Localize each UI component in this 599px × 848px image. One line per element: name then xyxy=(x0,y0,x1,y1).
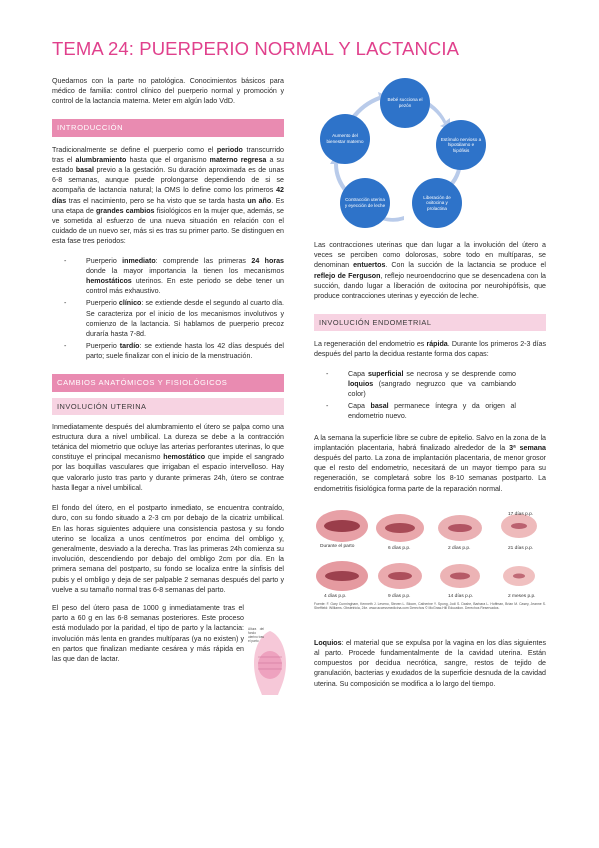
cycle-node: Aumento del bienestar materno xyxy=(320,114,370,164)
figure-caption: Altura del fondo uterino tras el parto xyxy=(248,626,264,643)
cycle-node: Liberación de oxitocina y prolactina xyxy=(412,178,462,228)
uterus-sections-figure xyxy=(314,504,546,626)
page-title: TEMA 24: PUERPERIO NORMAL Y LACTANCIA xyxy=(52,38,460,59)
endometrial-layers-list xyxy=(314,369,546,422)
figure-label: 2 meses p.p. xyxy=(508,593,536,599)
right-column xyxy=(314,240,546,689)
endometrial-paragraph-2: A la semana la superficie libre se cubre de epitelio. Salvo en la zona de la implantación placentaria, habrá finalizado alrededor de la 3ª semana después del parto. La zona de implantación placentaria, de menor grosor que el resto del endometrio, necesitará de un mayor tiempo para su regeneración, se completará sobre los 8-10 semanas postparto. La endometritis fisiológica forma parte de la reparación normal. xyxy=(314,433,546,493)
list-item: - Capa superficial se necrosa y se desprende como loquios (sangrado negruzco que va cambiando color) xyxy=(314,369,516,400)
loquios-paragraph: Loquios: el material que se expulsa por la vagina en los días siguientes al parto. Procede fundamentalmente de la cavidad uterina. Están compuestos por decidua necrótica, sangre, restos de tejido de granulación, bacterias y exudados de la superficie desnuda de la cavidad uterina. Su composición se modifica a lo largo del tiempo. xyxy=(314,638,546,688)
figure-source-caption: Fuente: F. Gary Cunningham, Kenneth J. Leveno, Steven L. Bloom, Catherine Y. Spong, Jodi S. Dashe, Barbara L. Hoffman, Brian M. Casey, Jeanne S. Sheffield: Williams. Obstetricia, 24e. www.accessmedicina.com Derechos © McGraw-Hill Education. Derechos Reservados. xyxy=(314,601,546,611)
list-item: - Capa basal permanece íntegra y da origen al endometrio nuevo. xyxy=(314,401,516,421)
cycle-node: Contracción uterina y eyección de leche xyxy=(340,178,390,228)
figure-label: Durante el parto xyxy=(320,543,355,549)
uterina-weight-block xyxy=(52,603,284,664)
uterina-paragraph-3: El peso del útero pasa de 1000 g inmediatamente tras el parto a 60 g en las 6-8 semanas posteriores. Este proceso está modulado por la paridad, el tipo de parto y la lactancia: involución más lenta en grandes multíparas (ya no existen) y en partos que finalizan mediante cesárea y más rápida en las que dan de lactar. xyxy=(52,603,244,663)
intro-paragraph: Tradicionalmente se define el puerperio como el periodo transcurrido tras el alumbramiento hasta que el organismo materno regresa a su estado basal previo a la gestación. Su duración aproximada es de unas 6-8 semanas, aunque puede prolongarse dependiendo de si se acompaña de lactancia natural; la OMS lo define como los primeros 42 días tras el nacimiento, pero se ha visto que se tarda hasta un año. Es una etapa de grandes cambios fisiológicos en la mujer que, además, se ve sometida al esfuerzo de una nueva situación en relación con el cuidado de un nuevo ser, más si es tras su primer parto. Se distinguen en esta fase tres periodos: xyxy=(52,145,285,246)
figure-label: 6 días p.p. xyxy=(388,545,411,551)
section-header-introduccion: INTRODUCCIÓN xyxy=(52,119,284,137)
uterus-height-figure xyxy=(248,627,292,697)
list-item: - Puerperio inmediato: comprende las primeras 24 horas donde la mayor importancia la tienen los mecanismos hemostáticos uterinos. En este periodo se debe tener un control más exhaustivo. xyxy=(52,256,284,297)
left-column xyxy=(52,76,284,664)
subsection-header-endometrial: INVOLUCIÓN ENDOMETRIAL xyxy=(314,314,546,331)
ferguson-cycle-diagram xyxy=(318,78,490,238)
section-header-cambios: CAMBIOS ANATÓMICOS Y FISIOLÓGICOS xyxy=(52,374,284,392)
figure-label: 9 días p.p. xyxy=(388,593,411,599)
figure-label: 4 días p.p. xyxy=(324,593,347,599)
figure-label: 17 días p.p. xyxy=(508,511,534,517)
cycle-node: Bebé succiona el pezón xyxy=(380,78,430,128)
list-item: - Puerperio clínico: se extiende desde el segundo al cuarto día. Se caracteriza por el inicio de los mecanismos involutivos y comienzo de la lactancia. Si hablamos de puerperio precoz duraría hasta 7-8d. xyxy=(52,298,284,339)
endometrial-paragraph-1: La regeneración del endometrio es rápida. Durante los primeros 2-3 días después del parto la decidua restante forma dos capas: xyxy=(314,340,547,359)
intro-note: Quedarnos con la parte no patológica. Conocimientos básicos para médico de familia: control clínico del puerperio normal y promoción y control de la lactancia materna. Meter em algún lado VdD. xyxy=(52,77,284,106)
figure-label: 14 días p.p. xyxy=(448,593,474,599)
cycle-node: Estímulo nervioso a hipotálamo e hipófisis xyxy=(436,120,486,170)
periods-list xyxy=(52,256,284,362)
figure-label: 21 días p.p. xyxy=(508,545,534,551)
list-item: - Puerperio tardío: se extiende hasta los 42 días después del parto; suele finalizar con el inicio de la menstruación. xyxy=(52,341,284,361)
uterina-paragraph-1: Inmediatamente después del alumbramiento el útero se palpa como una estructura dura a nivel umbilical. La dureza se debe a la contracción tetánica del miometrio que ocluye las arterias perforantes uterinas, lo que constituye el principal mecanismo hemostático que impide el sangrado por las boquillas vasculares que irrigaban el espacio intervelloso. Hay que valorarlo justo tras parto y durante primeras 24h, útero se contrae hasta llegar a nivel umbilical. xyxy=(52,422,285,492)
uterina-paragraph-2: El fondo del útero, en el postparto inmediato, se encuentra contraído, duro, con su fondo situado a 2-3 cm por debajo de la cicatriz umbilical. En las horas siguientes adquiere una consistencia pastosa y su fondo uterino se localiza a unos centímetros por encima del ombligo y, generalmente, desviado a la derecha. Tras las primeras 24h comienza su involución, descendiendo por debajo del ombligo 2cm por día. En la primera semana del postparto, su fondo se localiza entre la sínfisis del pubis y el ombligo y deja de ser palpable 2 semanas después del parto y vuelve a su tamaño normal tras 6-8 semanas del parto. xyxy=(52,504,284,594)
figure-label: 2 días p.p. xyxy=(448,545,471,551)
entuertos-paragraph: Las contracciones uterinas que dan lugar a la involución del útero a veces se perciben como dolorosas, sobre todo en multíparas, se denominan entuertos. Con la succión de la lactancia se produce el reflejo de Ferguson, reflejo neuroendocrino que se desencadena con la succión, dando lugar a liberación de oxitocina por neurohipófisis, que produce contracciones uterinas y eyección de leche. xyxy=(314,241,547,301)
subsection-header-uterina: INVOLUCIÓN UTERINA xyxy=(52,398,284,415)
